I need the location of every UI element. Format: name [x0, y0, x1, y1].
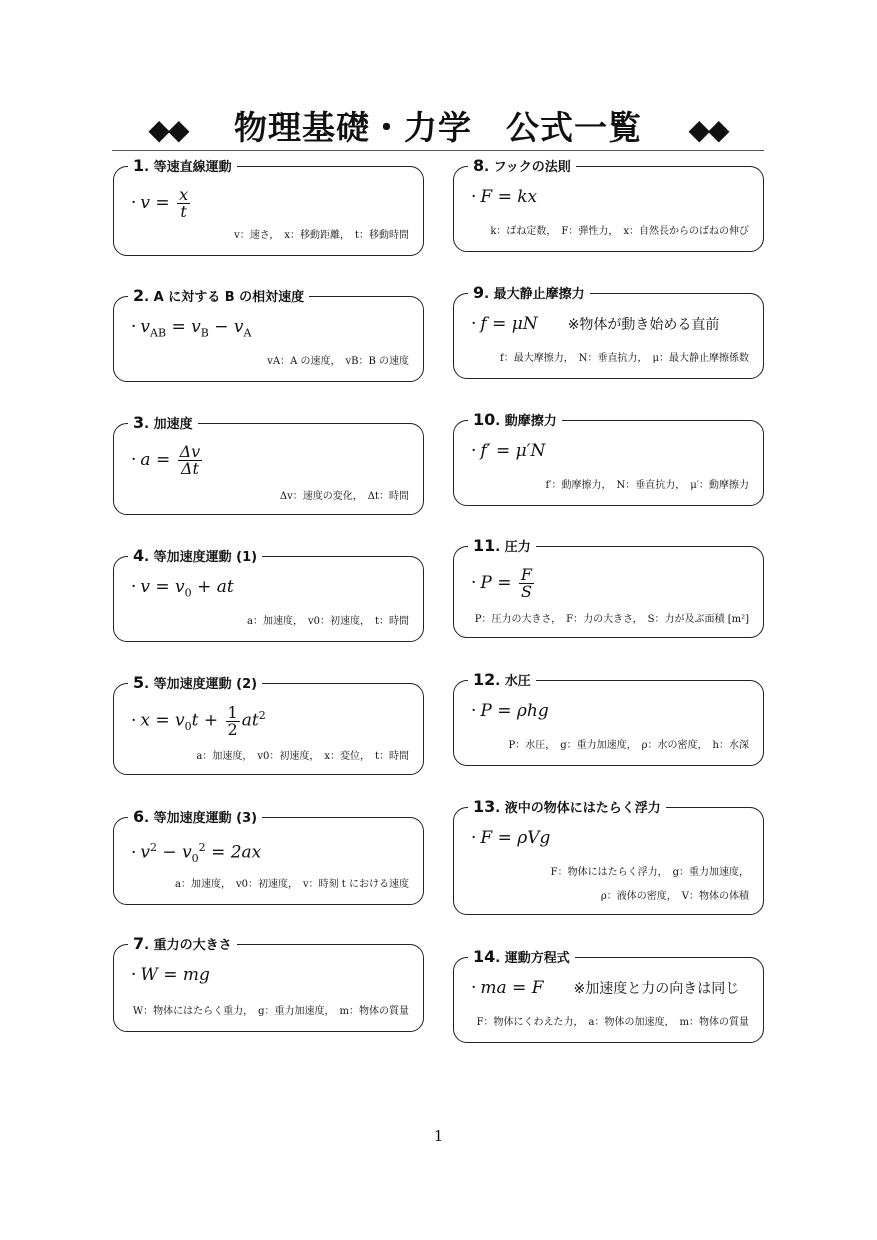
formula-note: ※加速度と力の向きは同じ — [573, 981, 740, 997]
formula: · F = ρVg — [471, 828, 551, 848]
card-heading: 5. 等加速度運動 (2) — [128, 673, 262, 695]
page-title — [112, 106, 764, 151]
formula-card-8 — [453, 156, 764, 252]
legend: F：物体にくわえた力， a：物体の加速度， m：物体の質量 — [476, 1017, 749, 1028]
card-heading: 7. 重力の大きさ — [128, 934, 237, 956]
formula-card-10 — [453, 410, 764, 506]
formula: · $x = v_0t$ + $\frac{1}{2}$ $at^2$ — [131, 702, 266, 739]
legend: f：最大摩擦力， N：垂直抗力， μ：最大静止摩擦係数 — [500, 353, 749, 364]
formula: · $v = v_0$ + at — [131, 577, 234, 600]
formula-card-9 — [453, 283, 764, 379]
page-title-text: 物理基礎・力学 公式一覧 — [234, 108, 642, 147]
legend: f′：動摩擦力， N：垂直抗力， μ′：動摩擦力 — [545, 480, 749, 491]
card-heading: 12. 水圧 — [468, 670, 536, 692]
formula: · P = ρhg — [471, 701, 549, 721]
formula-card-7 — [113, 934, 424, 1032]
legend: P：水圧， g：重力加速度， ρ：水の密度， h：水深 — [508, 740, 749, 751]
card-heading: 2. A に対する B の相対速度 — [128, 286, 309, 308]
diamond-right-icon: ◆◆ — [688, 113, 728, 146]
formula-card-2 — [113, 286, 424, 382]
formula: · F = kx — [471, 187, 538, 207]
legend: k：ばね定数， F：弾性力， x：自然長からのばねの伸び — [490, 226, 749, 237]
formula-card-1 — [113, 156, 424, 256]
formula-card-13 — [453, 797, 764, 915]
legend: v：速さ， x：移動距離， t：移動時間 — [234, 230, 409, 241]
formula: · P = $\frac{F}{S}$ — [471, 565, 533, 601]
card-heading: 6. 等加速度運動 (3) — [128, 807, 262, 829]
formula: · $v^2 - v_0^2 = 2ax$ — [131, 841, 262, 866]
card-heading: 8. フックの法則 — [468, 156, 576, 178]
formula: · v = $\frac{x}{t}$ — [131, 185, 189, 221]
card-heading: 4. 等加速度運動 (1) — [128, 546, 262, 568]
card-heading: 3. 加速度 — [128, 413, 198, 435]
legend: P：圧力の大きさ， F：力の大きさ， S：力が及ぶ面積 [m²] — [474, 614, 749, 625]
legend: vA：A の速度， vB：B の速度 — [267, 356, 409, 367]
card-heading: 11. 圧力 — [468, 536, 536, 558]
card-heading: 10. 動摩擦力 — [468, 410, 562, 432]
formula-card-12 — [453, 670, 764, 766]
formula: · $v_{AB} = v_B - v_A$ — [131, 317, 252, 340]
formula-card-4 — [113, 546, 424, 642]
formula: · ma = F ※加速度と力の向きは同じ — [471, 978, 740, 998]
diamond-left-icon: ◆◆ — [148, 113, 188, 146]
legend: W：物体にはたらく重力， g：重力加速度， m：物体の質量 — [132, 1006, 409, 1017]
formula-note: ※物体が動き始める直前 — [567, 317, 720, 333]
formula-card-6 — [113, 807, 424, 905]
card-heading: 14. 運動方程式 — [468, 947, 575, 969]
formula: · a = $\frac{\Delta v}{\Delta t}$ — [131, 442, 201, 478]
formula: · f = μN ※物体が動き始める直前 — [471, 314, 720, 334]
legend: a：加速度， v0：初速度， x：変位， t：時間 — [196, 751, 409, 762]
page-number: 1 — [433, 1127, 444, 1145]
formula: · W = mg — [131, 965, 210, 985]
card-heading: 9. 最大静止摩擦力 — [468, 283, 590, 305]
legend: a：加速度， v0：初速度， t：時間 — [247, 616, 409, 627]
formula-card-14 — [453, 947, 764, 1043]
formula-card-3 — [113, 413, 424, 515]
legend: Δv：速度の変化， Δt：時間 — [279, 491, 409, 502]
formula-card-5 — [113, 673, 424, 775]
card-heading: 1. 等速直線運動 — [128, 156, 237, 178]
formula-card-11 — [453, 536, 764, 638]
legend: ρ：液体の密度， V：物体の体積 — [600, 891, 749, 902]
legend: F：物体にはたらく浮力， g：重力加速度， — [550, 867, 749, 878]
legend: a：加速度， v0：初速度， v：時刻 t における速度 — [175, 879, 409, 890]
formula: · f′ = μ′N — [471, 441, 546, 461]
card-heading: 13. 液中の物体にはたらく浮力 — [468, 797, 666, 819]
